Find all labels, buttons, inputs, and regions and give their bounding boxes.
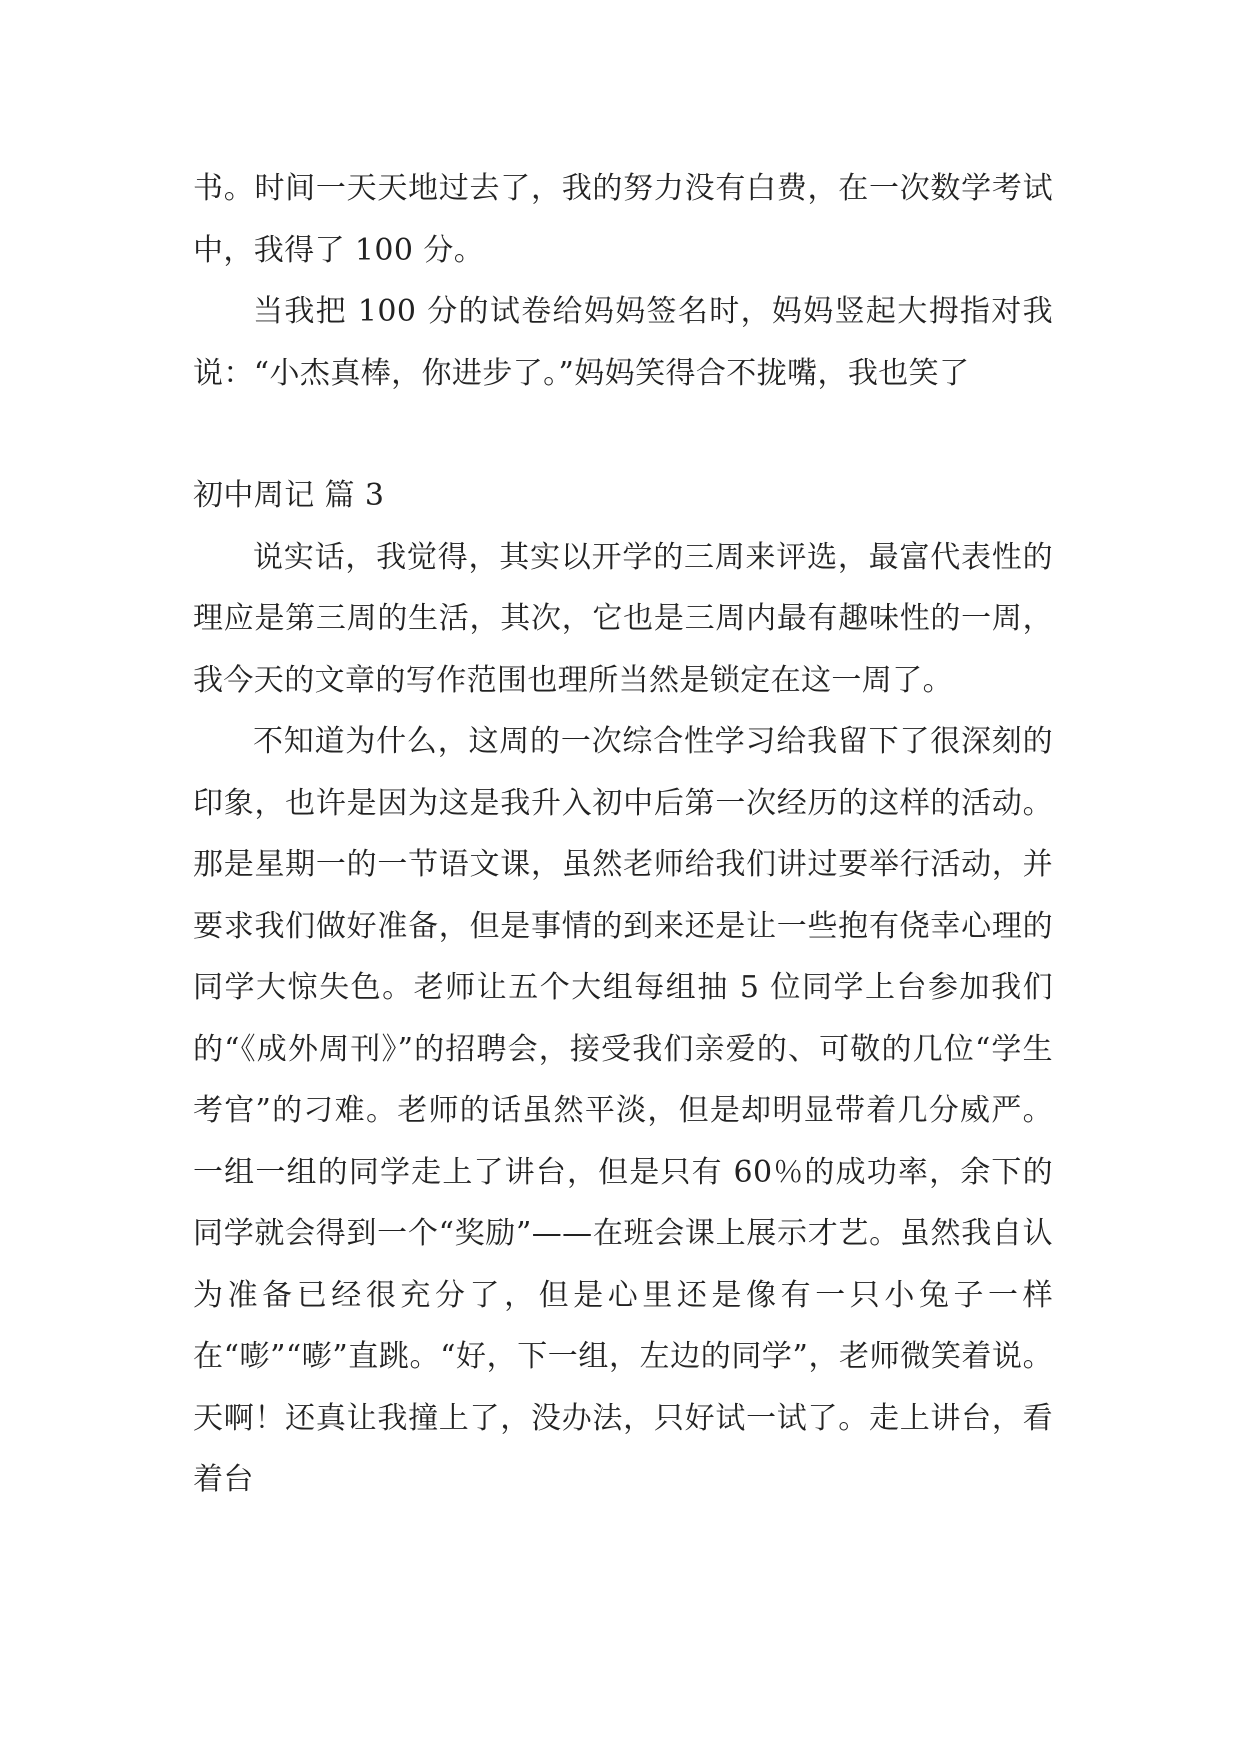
paragraph-signature: 当我把 100 分的试卷给妈妈签名时，妈妈竖起大拇指对我说：“小杰真棒，你进步了。”妈妈笑得合不拢嘴，我也笑了 (193, 294, 1053, 391)
paragraph-intro: 说实话，我觉得，其实以开学的三周来评选，最富代表性的理应是第三周的生活，其次，它也是三周内最有趣味性的一周，我今天的文章的写作范围也理所当然是锁定在这一周了。 (193, 539, 1053, 698)
document-body (193, 158, 1053, 1511)
paragraph-continuation: 书。时间一天天地过去了，我的努力没有白费，在一次数学考试中，我得了 100 分。 (193, 171, 1053, 268)
paragraph-story: 不知道为什么，这周的一次综合性学习给我留下了很深刻的印象，也许是因为这是我升入初中后第一次经历的这样的活动。那是星期一的一节语文课，虽然老师给我们讲过要举行活动，并要求我们做好准备，但是事情的到来还是让一些抱有侥幸心理的同学大惊失色。老师让五个大组每组抽 5 位同学上台参加我们的“《成外周刊》”的招聘会，接受我们亲爱的、可敬的几位“学生考官”的刁难。老师的话虽然平淡，但是却明显带着几分威严。一组一组的同学走上了讲台，但是只有 60％的成功率，余下的同学就会得到一个“奖励”——在班会课上展示才艺。虽然我自认为准备已经很充分了，但是心里还是像有一只小兔子一样在“嘭”“嘭”直跳。“好，下一组，左边的同学”，老师微笑着说。天啊！还真让我撞上了，没办法，只好试一试了。走上讲台，看着台 (193, 724, 1053, 1497)
section-heading: 初中周记 篇 3 (193, 478, 385, 513)
